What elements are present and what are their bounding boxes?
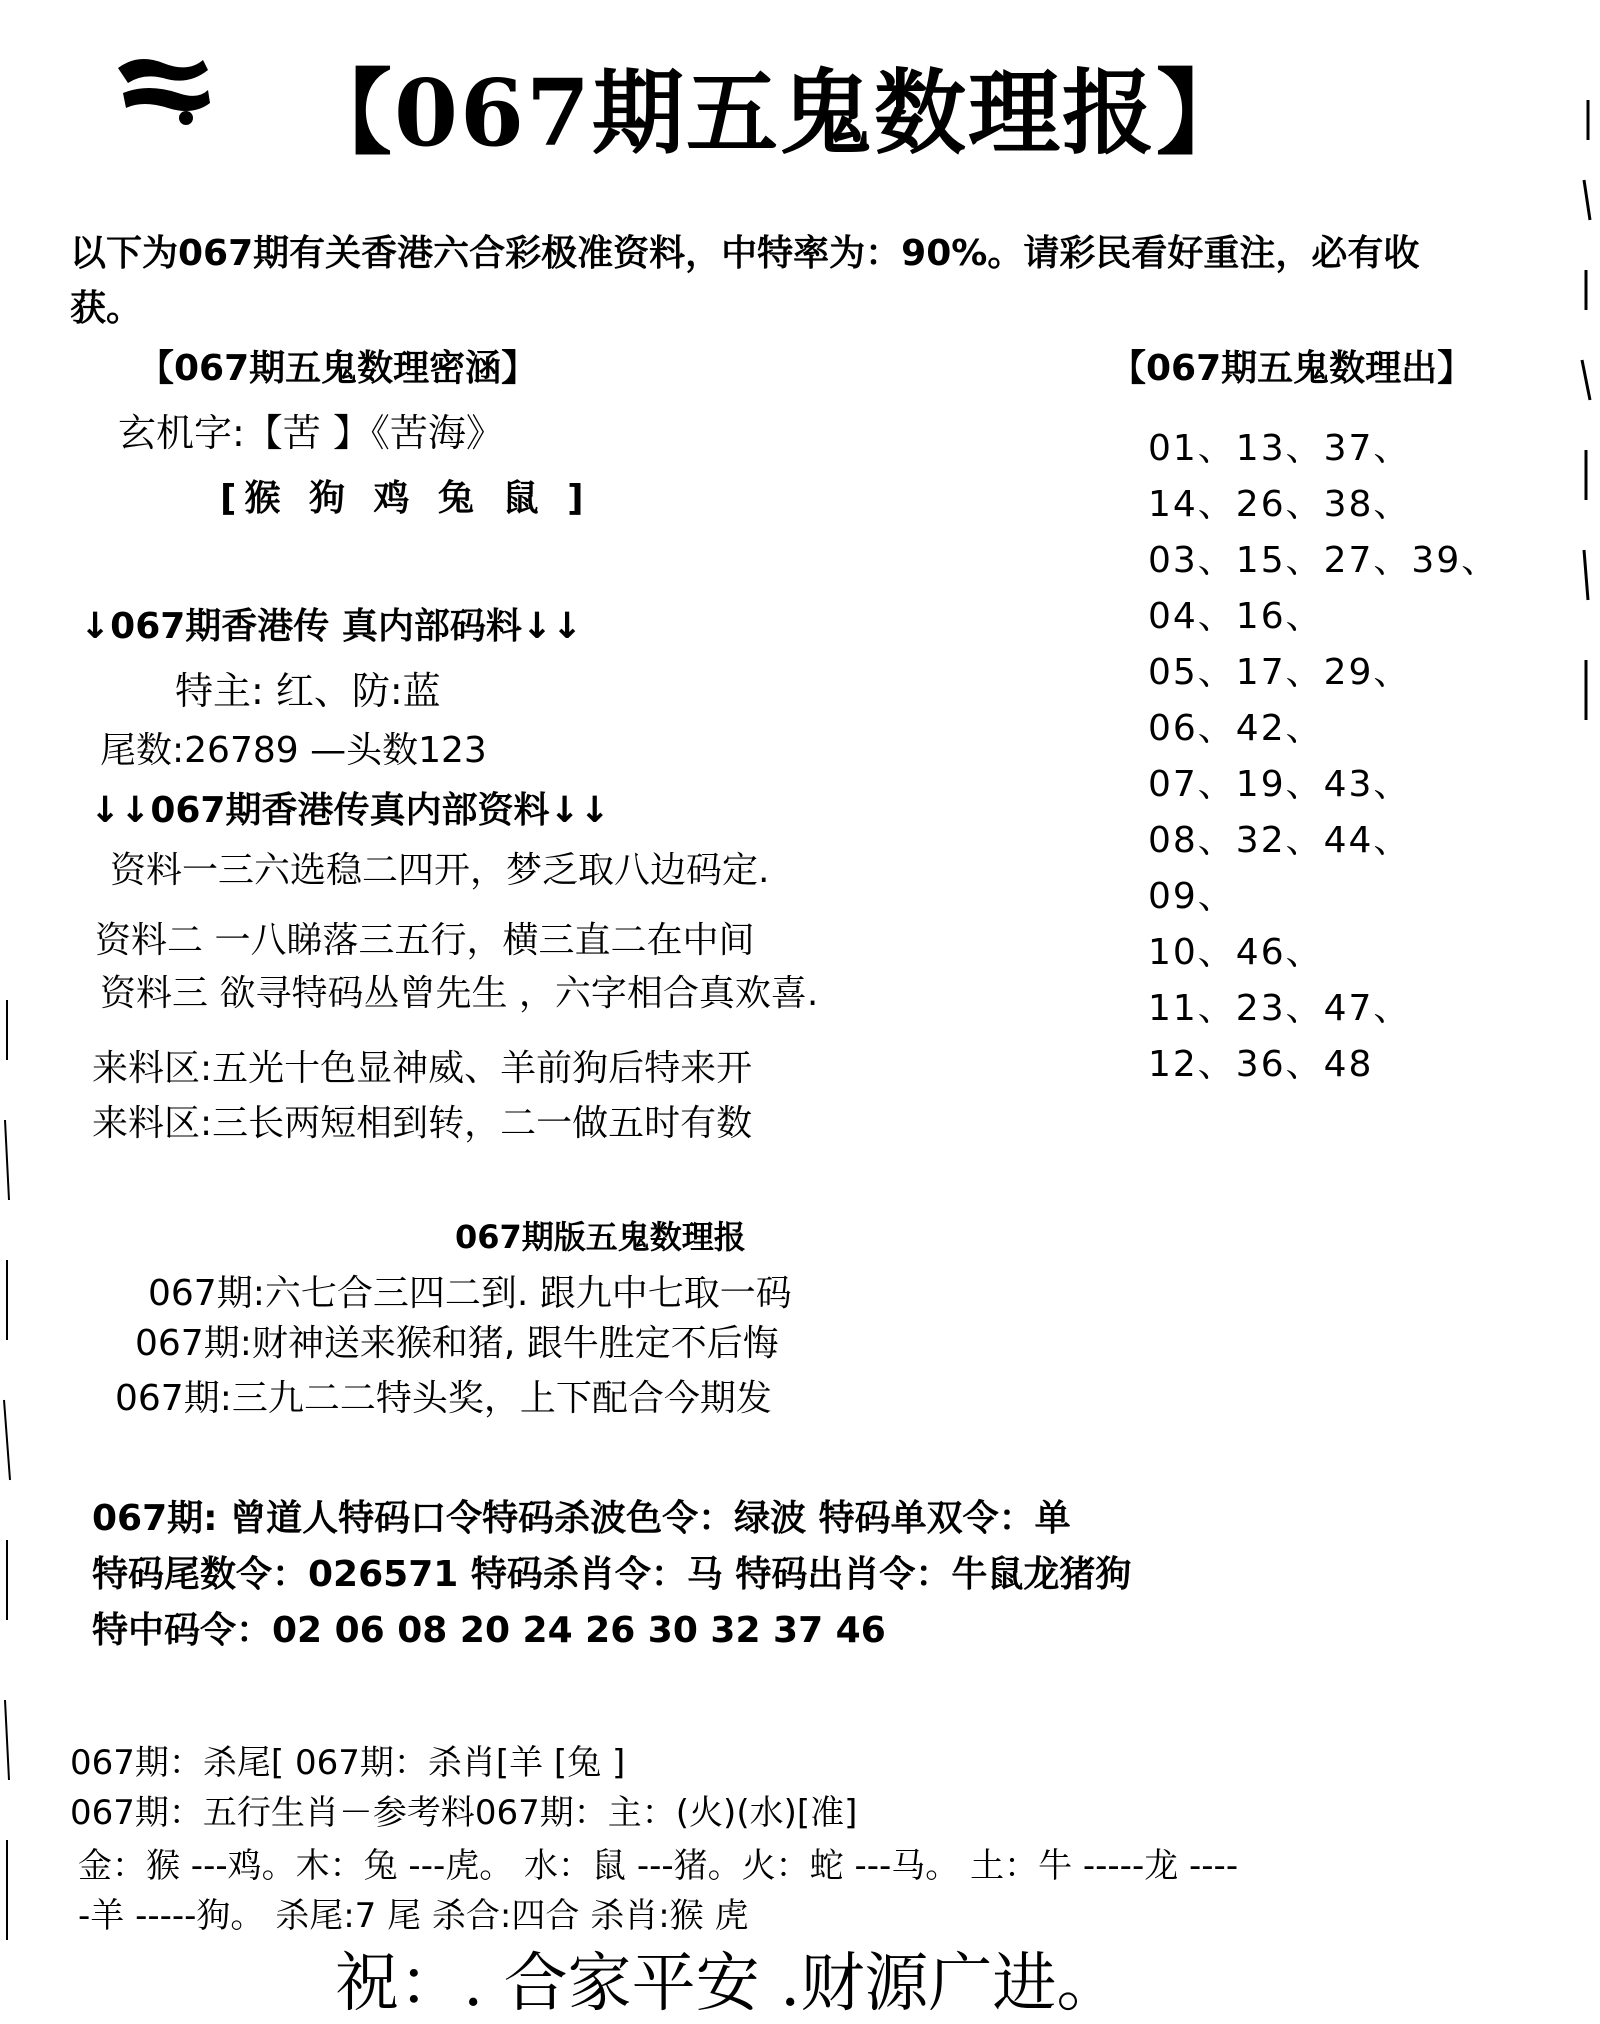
material-3: 资料三 欲寻特码丛曾先生 ，六字相合真欢喜. (100, 973, 819, 1014)
mystery-word: 玄机字:【苦 】《苦海》 (118, 411, 504, 455)
poem-line-3: 067期:三九二二特头奖，上下配合今期发 (115, 1378, 772, 1419)
section-title-mystery: 【067期五鬼数理密涵】 (138, 348, 538, 389)
intro-line-1: 以下为067期有关香港六合彩极准资料，中特率为：90%。请彩民看好重注，必有收 (70, 233, 1420, 274)
source-2: 来料区:三长两短相到转，二一做五时有数 (92, 1103, 753, 1144)
number-row: 08、32、44、 (1148, 820, 1412, 861)
bottom-line-2: 067期：五行生肖－参考料067期：主：(火)(水)[准] (70, 1793, 858, 1833)
number-row: 03、15、27、39、 (1148, 540, 1500, 581)
section-title-material: ↓↓067期香港传真内部资料↓↓ (90, 790, 610, 831)
scan-edge-left (0, 1000, 14, 2000)
command-line-2: 特码尾数令：026571 特码杀肖令：马 特码出肖令：牛鼠龙猪狗 (92, 1554, 1132, 1595)
material-2: 资料二 一八睇落三五行，横三直二在中间 (95, 920, 755, 961)
command-line-1: 067期: 曾道人特码口令特码杀波色令：绿波 特码单双令：单 (92, 1498, 1071, 1539)
poem-line-1: 067期:六七合三四二到. 跟九中七取一码 (148, 1273, 792, 1314)
number-row: 05、17、29、 (1148, 652, 1412, 693)
zodiac-group: [猴 狗 鸡 兔 鼠 ] (220, 478, 592, 519)
number-row: 14、26、38、 (1148, 484, 1412, 525)
command-line-3: 特中码令：02 06 08 20 24 26 30 32 37 46 (92, 1610, 886, 1651)
bottom-line-4: -羊 -----狗。 杀尾:7 尾 杀合:四合 杀肖:猴 虎 (78, 1896, 749, 1936)
number-row: 06、42、 (1148, 708, 1324, 749)
number-row: 12、36、48 (1148, 1044, 1374, 1085)
scan-edge-right (1576, 100, 1600, 760)
middle-heading: 067期版五鬼数理报 (455, 1218, 746, 1256)
special-main: 特主: 红、防:蓝 (175, 669, 441, 713)
poem-line-2: 067期:财神送来猴和猪, 跟牛胜定不后悔 (135, 1323, 779, 1364)
number-row: 07、19、43、 (1148, 764, 1412, 805)
section-title-numbers: 【067期五鬼数理出】 (1110, 348, 1474, 389)
tail-numbers: 尾数:26789 —头数123 (100, 730, 487, 771)
source-1: 来料区:五光十色显神威、羊前狗后特来开 (92, 1048, 753, 1089)
number-row: 04、16、 (1148, 596, 1324, 637)
page-title: 【067期五鬼数理报】 (300, 59, 1251, 167)
bottom-line-3: 金：猴 ---鸡。木：兔 ---虎。 水：鼠 ---猪。火：蛇 ---马。 土：牛 -----龙 ---- (78, 1846, 1239, 1886)
bottom-line-1: 067期：杀尾[ 067期：杀肖[羊 [兔 ] (70, 1743, 626, 1783)
section-title-code: ↓067期香港传 真内部码料↓↓ (80, 606, 583, 647)
blessing-text: 祝：. 合家平安 .财源广进。 (335, 1947, 1121, 2021)
number-row: 10、46、 (1148, 932, 1324, 973)
number-row: 11、23、47、 (1148, 988, 1412, 1029)
logo-mark (108, 48, 218, 128)
material-1: 资料一三六选稳二四开，梦乏取八边码定. (110, 850, 770, 891)
intro-line-2: 获。 (70, 288, 143, 329)
number-row: 01、13、37、 (1148, 428, 1412, 469)
logo-icon (108, 48, 218, 128)
number-row: 09、 (1148, 876, 1236, 917)
